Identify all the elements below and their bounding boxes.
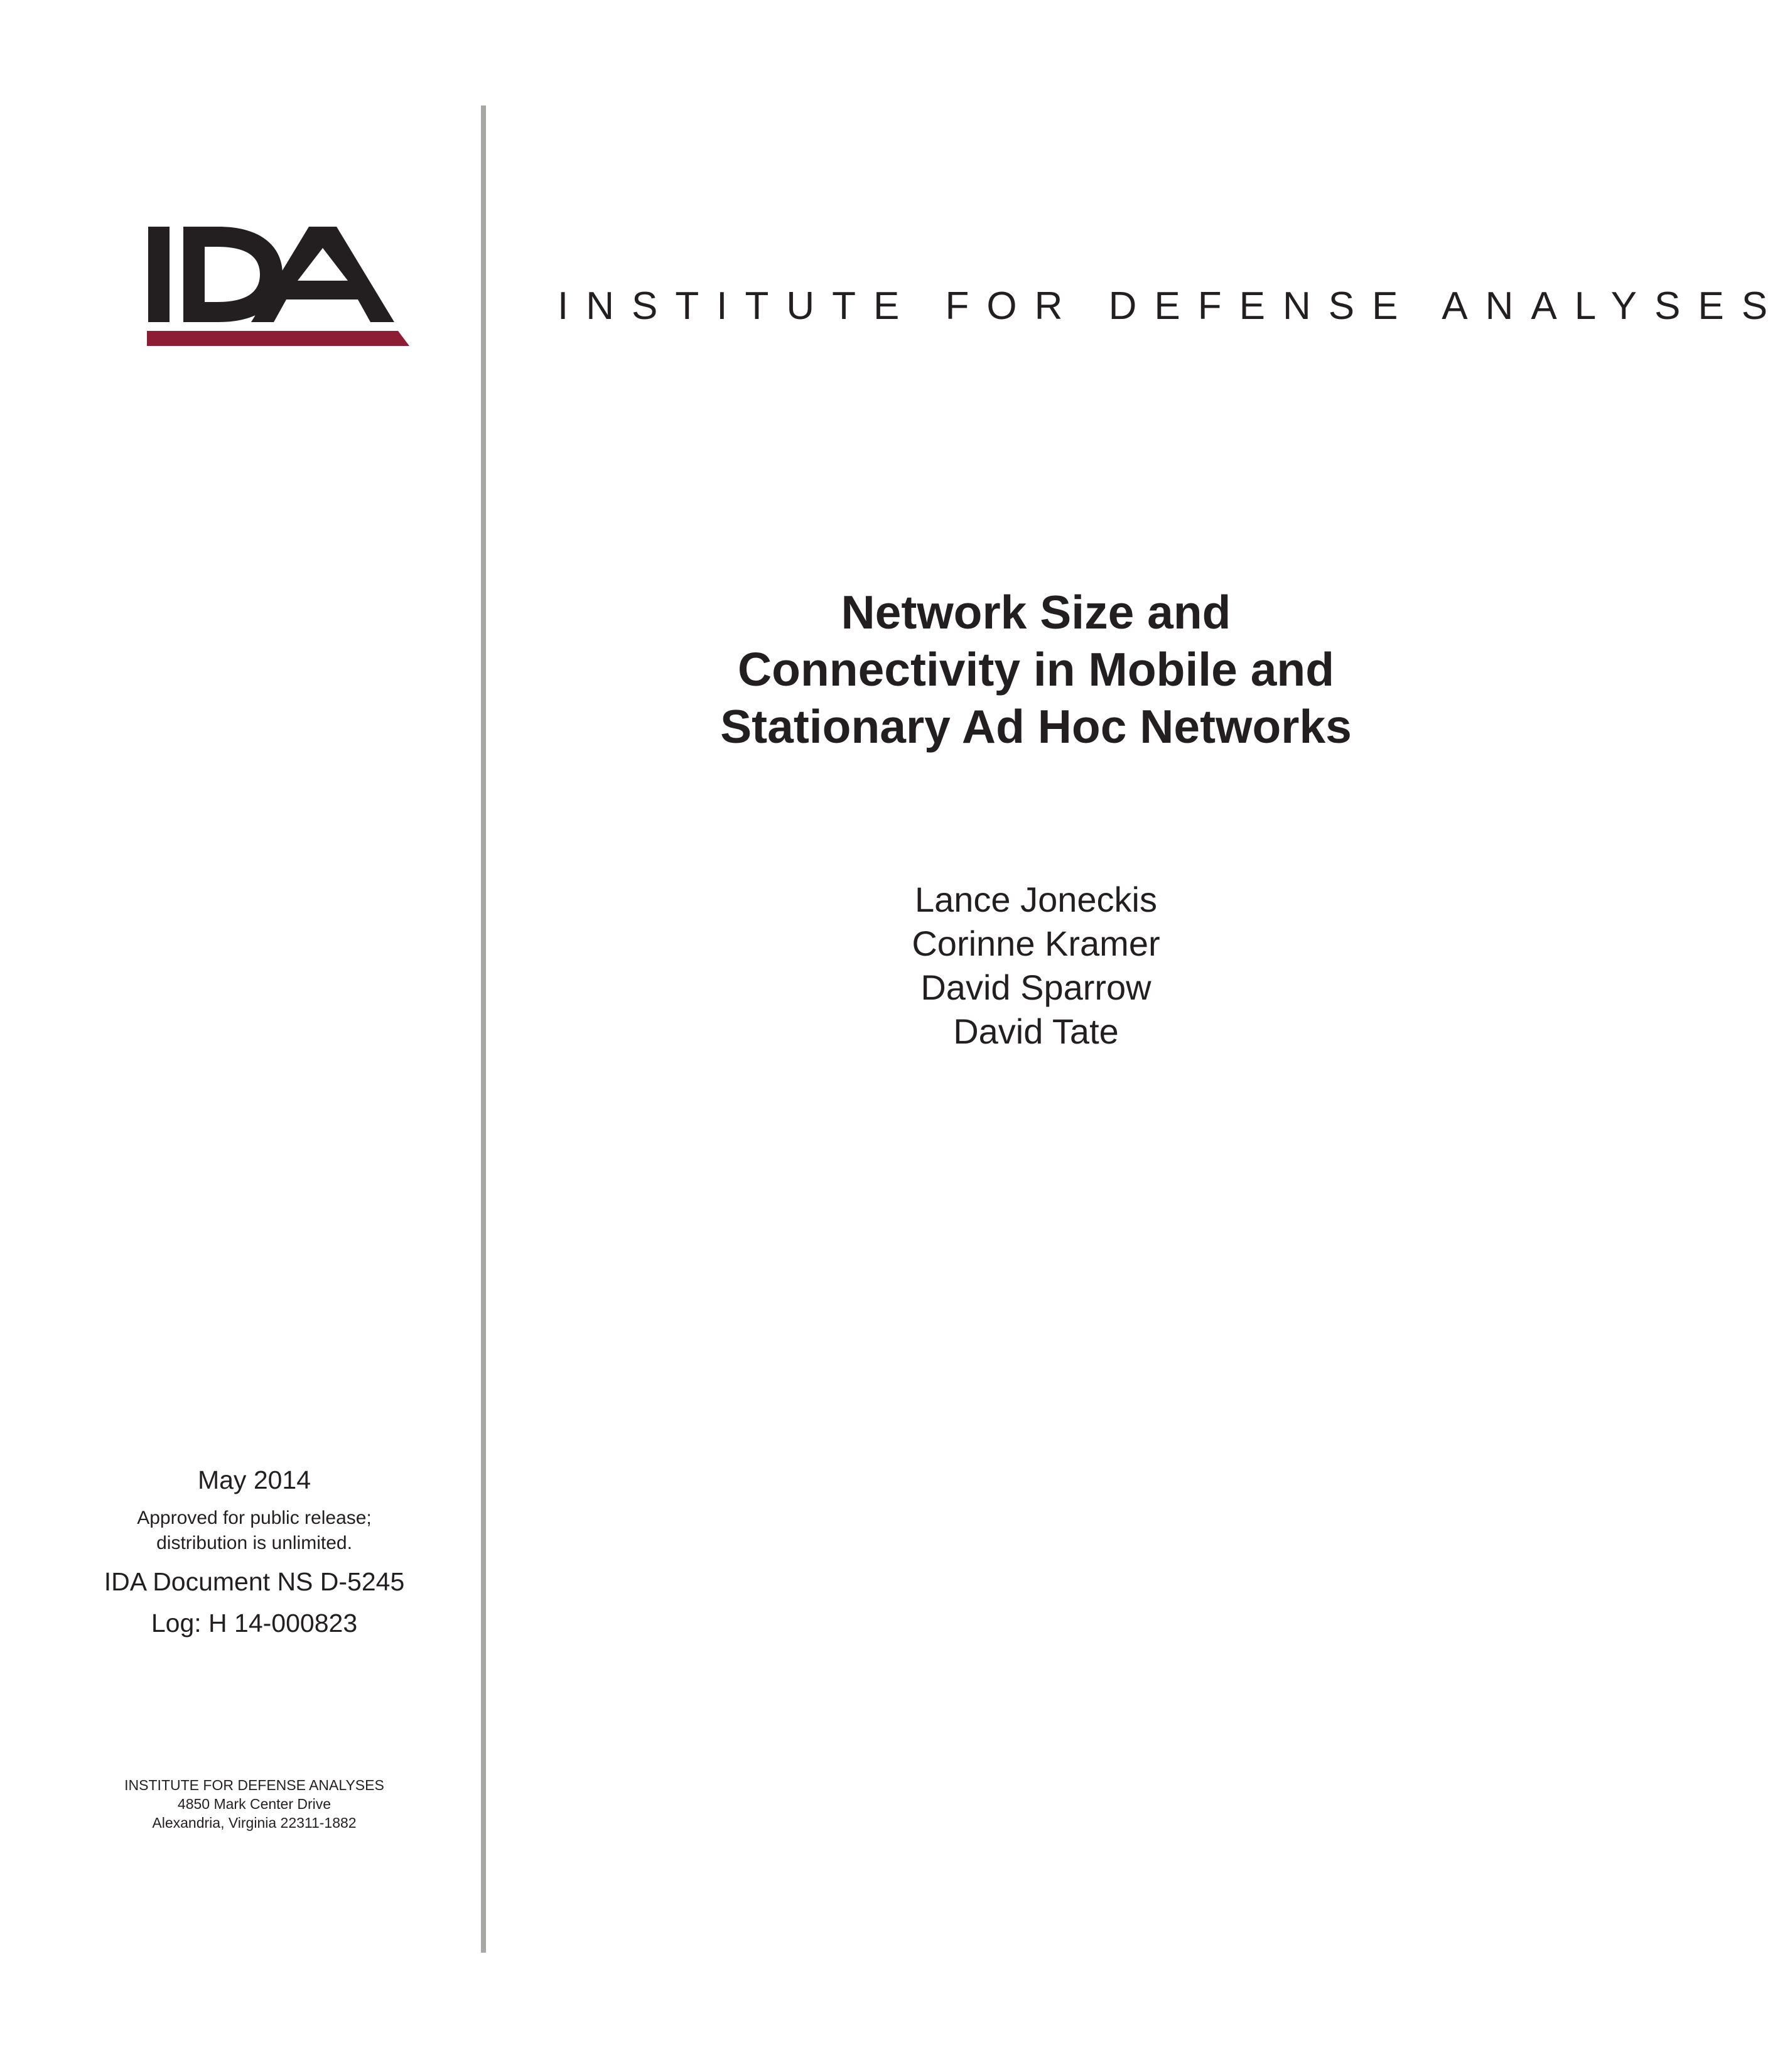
document-number: IDA Document NS D-5245 xyxy=(104,1567,405,1596)
log-number: Log: H 14-000823 xyxy=(151,1609,358,1638)
ida-logo xyxy=(144,223,414,350)
release-line: Approved for public release; xyxy=(137,1508,372,1528)
release-statement xyxy=(50,1506,458,1556)
address-line: INSTITUTE FOR DEFENSE ANALYSES xyxy=(124,1777,384,1793)
author-name: David Sparrow xyxy=(920,968,1151,1007)
address-line: Alexandria, Virginia 22311-1882 xyxy=(152,1815,357,1831)
document-meta xyxy=(50,1463,458,1640)
title-line: Stationary Ad Hoc Networks xyxy=(720,700,1352,753)
report-title xyxy=(628,584,1444,755)
title-line: Network Size and xyxy=(841,586,1231,639)
institute-header: INSTITUTE FOR DEFENSE ANALYSES xyxy=(558,284,1785,328)
vertical-divider xyxy=(481,105,486,1953)
author-name: Corinne Kramer xyxy=(912,924,1160,963)
author-list xyxy=(753,878,1319,1054)
address-block xyxy=(50,1776,458,1832)
publication-date: May 2014 xyxy=(197,1465,311,1494)
address-line: 4850 Mark Center Drive xyxy=(177,1796,332,1812)
title-line: Connectivity in Mobile and xyxy=(737,643,1335,696)
author-name: David Tate xyxy=(953,1012,1119,1051)
release-line: distribution is unlimited. xyxy=(156,1533,352,1553)
author-name: Lance Joneckis xyxy=(914,880,1157,919)
